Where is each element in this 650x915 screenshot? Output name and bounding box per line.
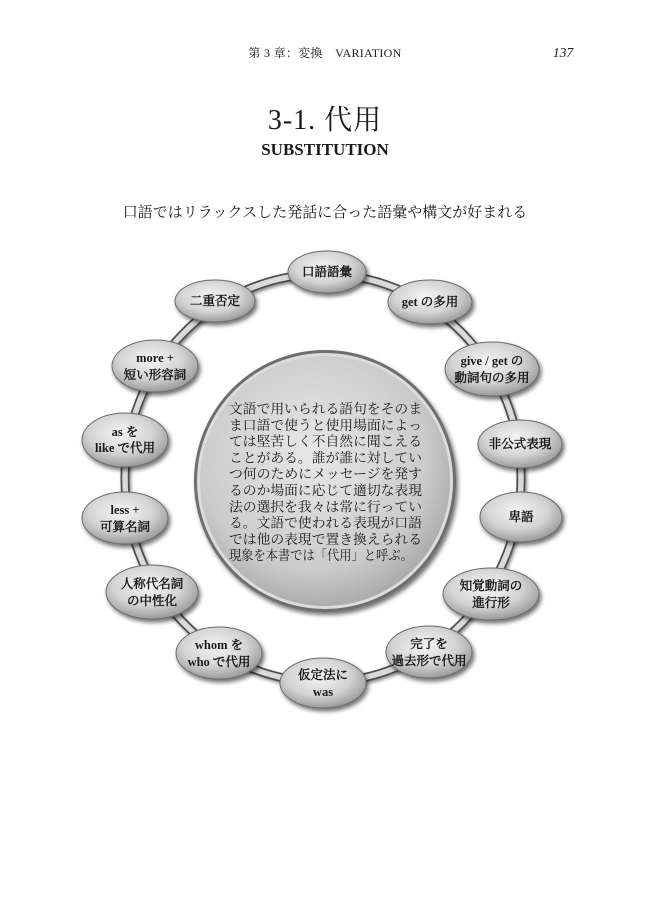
node-label: get の多用 — [401, 295, 459, 309]
node-more-short-adjective — [112, 340, 198, 392]
node-label: more + — [136, 351, 174, 365]
node-label: was — [312, 685, 334, 699]
center-text-line: る。文語で使われる表現が口語 — [229, 515, 418, 531]
node-label: 進行形 — [472, 596, 510, 610]
section-title-english: SUBSTITUTION — [261, 140, 389, 159]
center-text-line: 法の選択を我々は常に行ってい — [229, 499, 418, 515]
node-give-get-phrasal-verbs — [445, 342, 539, 396]
node-label: less + — [110, 503, 140, 517]
node-double-negative — [175, 280, 255, 322]
node-label: 過去形で代用 — [391, 654, 467, 668]
node-label: 二重否定 — [189, 294, 241, 308]
node-informal-expressions — [478, 420, 562, 468]
section-subtitle: 口語ではリラックスした発話に合った語彙や構文が好まれる — [122, 205, 528, 221]
center-text-line: ま口語で使うと使用場面によっ — [229, 417, 418, 433]
node-label: 可算名詞 — [99, 520, 151, 534]
node-label: 知覚動詞の — [459, 579, 523, 593]
node-label: 完了を — [410, 637, 448, 651]
center-text-line: 文語で用いられる語句をそのま — [229, 401, 422, 417]
node-label: as を — [111, 425, 139, 439]
center-text-line: では他の表現で置き換えられる — [229, 531, 418, 547]
center-text-line: ては堅苦しく不自然に聞こえる — [229, 434, 418, 450]
node-who-for-whom — [176, 627, 262, 679]
center-text-line: つ何のためにメッセージを発す — [229, 466, 422, 482]
node-label: 非公式表現 — [488, 437, 552, 451]
running-title: 第 3 章：変換 VARIATION — [248, 46, 402, 60]
node-colloquial-vocabulary — [288, 251, 366, 293]
node-label: の中性化 — [126, 594, 178, 608]
node-label: 卑語 — [508, 510, 534, 524]
node-label: who で代用 — [187, 655, 251, 669]
node-label: whom を — [194, 638, 244, 652]
section-title: 3-1. 代用 — [267, 105, 383, 136]
node-label: 口語語彙 — [301, 265, 353, 279]
node-label: 動詞句の多用 — [454, 371, 530, 385]
page-number: 137 — [552, 45, 574, 60]
node-gender-neutral-pronouns — [106, 565, 198, 619]
node-frequent-get — [388, 280, 472, 324]
node-perception-verb-progressive — [443, 568, 539, 620]
node-label: 短い形容詞 — [123, 368, 187, 382]
center-text-line: 現象を本書では「代用」と呼ぶ。 — [229, 548, 432, 564]
center-text-line: るのか場面に応じて適切な表現 — [229, 483, 418, 498]
node-less-countable-noun — [82, 492, 168, 544]
node-subjunctive-was — [280, 658, 366, 708]
node-label: give / get の — [460, 354, 524, 368]
node-label: 仮定法に — [297, 668, 349, 682]
center-circle — [194, 350, 456, 612]
node-slang — [480, 492, 562, 542]
center-text-line: ことがある。誰が誰に対してい — [229, 450, 422, 466]
node-label: like で代用 — [94, 441, 156, 455]
node-perfect-as-past — [386, 626, 472, 678]
node-like-for-as — [82, 413, 168, 467]
node-label: 人称代名詞 — [120, 577, 184, 591]
